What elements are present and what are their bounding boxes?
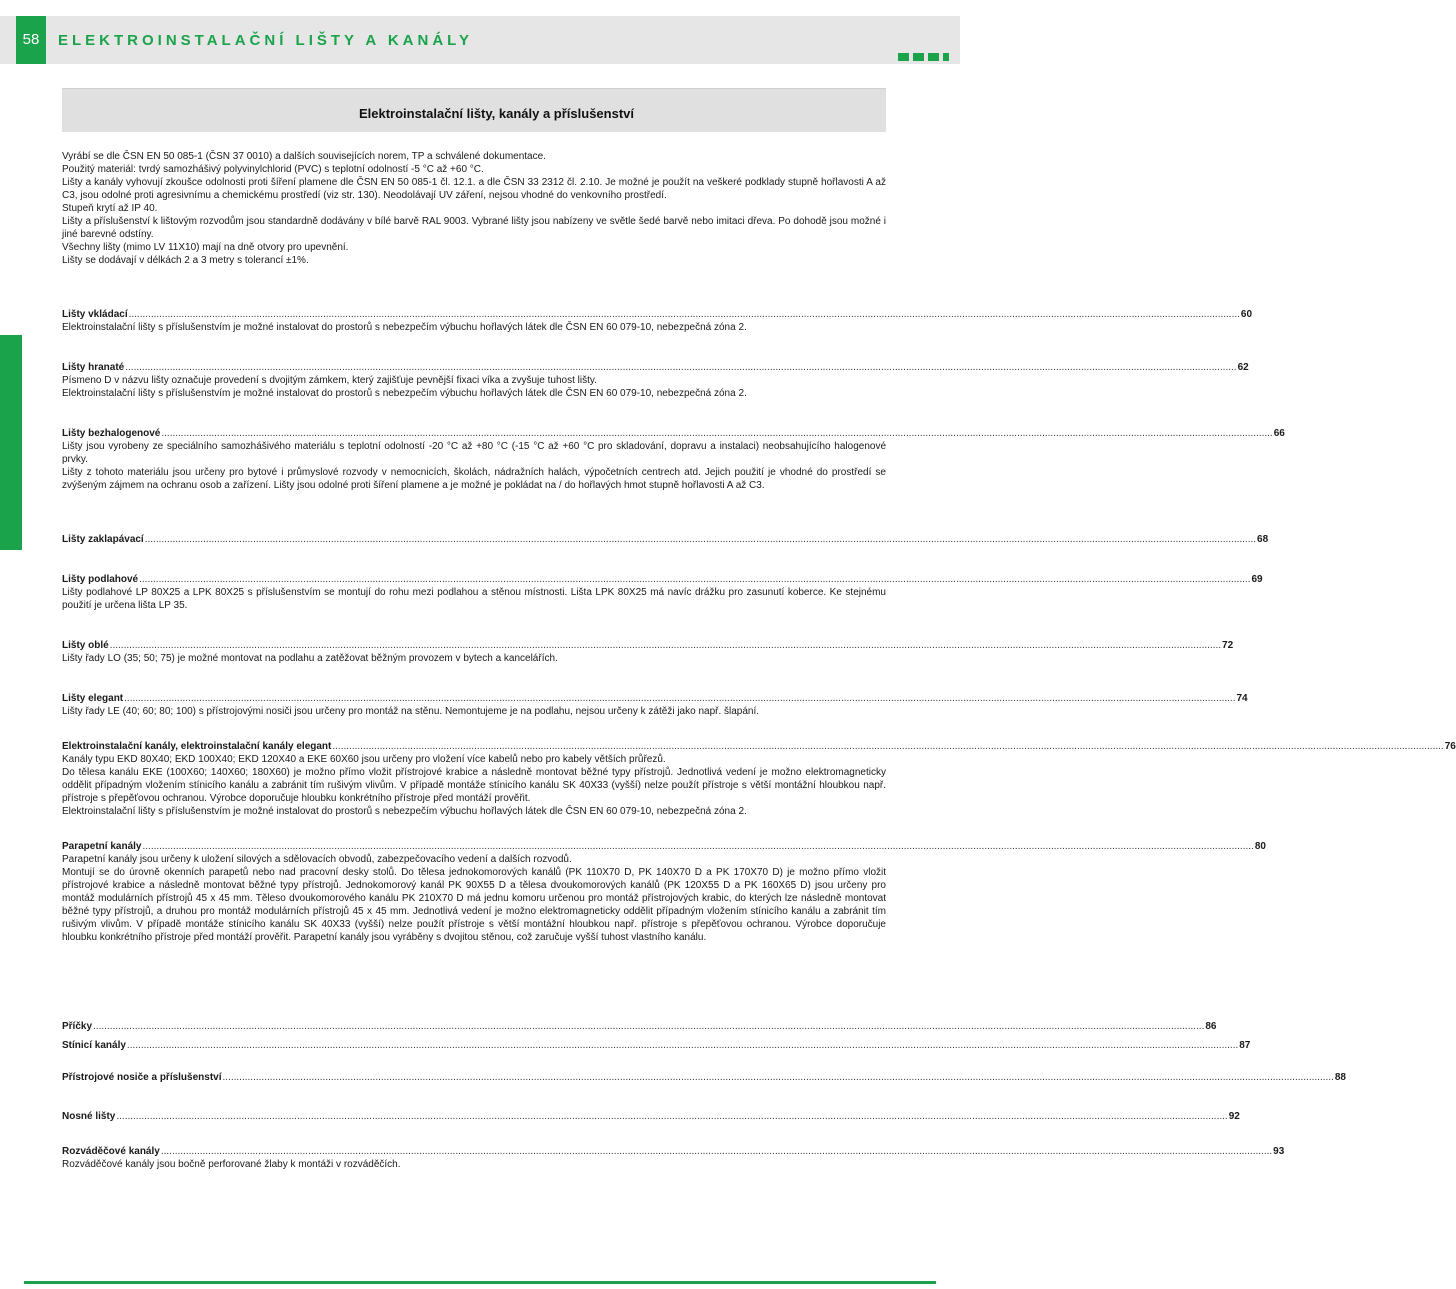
- catalog-entry: [62, 1071, 1346, 1084]
- entry-text: Parapetní kanály jsou určeny k uložení silových a sdělovacích obvodů, zabezpečovacího vedení a dalších rozvodů.: [62, 854, 572, 865]
- entry-heading[interactable]: [62, 692, 1248, 705]
- leader-dots: ................................................................................................................................................................................................................................................................................................................................................................................................................: [332, 741, 1444, 752]
- entry-text: Lišty řady LO (35; 50; 75) je možné montovat na podlahu a zatěžovat běžným provozem v bytech a kancelářích.: [62, 653, 558, 664]
- entry-heading[interactable]: [62, 1145, 1285, 1158]
- entry-text: Písmeno D v názvu lišty označuje provedení s dvojitým zámkem, který zajišťuje pevnější fixaci víka a zvyšuje tuhost lišty.: [62, 375, 597, 386]
- entry-title: Lišty oblé: [62, 640, 109, 651]
- catalog-entry: [62, 639, 1234, 665]
- catalog-entry: [62, 740, 1456, 818]
- intro-line: Vyrábí se dle ČSN EN 50 085-1 (ČSN 37 0010) a dalších souvisejících norem, TP a schválené dokumentace.: [62, 151, 546, 162]
- section-banner: [62, 88, 886, 132]
- catalog-entry: [62, 573, 1263, 612]
- page-number: 58: [16, 16, 46, 64]
- entry-title: Lišty vkládací: [62, 309, 128, 320]
- intro-line: Všechny lišty (mimo LV 11X10) mají na dně otvory pro upevnění.: [62, 242, 349, 253]
- decor-square: [913, 53, 924, 61]
- decor-square: [943, 53, 949, 61]
- catalog-entry: [62, 427, 1285, 492]
- leader-dots: ................................................................................................................................................................................................................................................................................................................................................................................................................: [139, 574, 1251, 585]
- intro-line: Použitý materiál: tvrdý samozhášivý polyvinylchlorid (PVC) s teplotní odolností -5 °C až +60 °C.: [62, 164, 484, 175]
- entry-heading[interactable]: [62, 1039, 1251, 1052]
- entry-heading[interactable]: [62, 1110, 1240, 1123]
- entry-title: Parapetní kanály: [62, 841, 142, 852]
- decor-square: [928, 53, 939, 61]
- entry-heading[interactable]: [62, 533, 1269, 546]
- catalog-entry: [62, 1020, 1217, 1033]
- entry-title: Elektroinstalační kanály, elektroinstalační kanály elegant: [62, 741, 332, 752]
- entry-page: 92: [1228, 1111, 1240, 1122]
- leader-dots: ................................................................................................................................................................................................................................................................................................................................................................................................................: [126, 1040, 1239, 1051]
- entry-text: Elektroinstalační lišty s příslušenstvím je možné instalovat do prostorů s nebezpečím výbuchu hořlavých látek dle ČSN EN 60 079-10, nebezpečná zóna 2.: [62, 388, 747, 399]
- entry-text: Kanály typu EKD 80X40; EKD 100X40; EKD 120X40 a EKE 60X60 jsou určeny pro vložení více kabelů nebo pro kabely větších průřezů.: [62, 754, 666, 765]
- intro-line: Lišty a kanály vyhovují zkoušce odolnosti proti šíření plamene dle ČSN EN 50 085-1 čl. 12.1. a dle ČSN 33 2312 čl. 2.10. Je možné je použít na veškeré podklady stupně hořlavosti A až C3, jsou odolné proti agresivnímu a chemickému prostředí (viz str. 130). Neodolávají UV záření, nejsou vhodné do venkovního prostředí.: [62, 177, 886, 201]
- entry-page: 76: [1444, 741, 1456, 752]
- leader-dots: ................................................................................................................................................................................................................................................................................................................................................................................................................: [109, 640, 1222, 651]
- catalog-entry: [62, 533, 1269, 546]
- entry-heading[interactable]: [62, 1071, 1346, 1084]
- running-title: ELEKTROINSTALAČNÍ LIŠTY A KANÁLY: [58, 32, 473, 49]
- entry-page: 72: [1222, 640, 1234, 651]
- leader-dots: ................................................................................................................................................................................................................................................................................................................................................................................................................: [161, 428, 1273, 439]
- entry-title: Stínicí kanály: [62, 1040, 126, 1051]
- leader-dots: ................................................................................................................................................................................................................................................................................................................................................................................................................: [124, 693, 1236, 704]
- catalog-entry: [62, 361, 1249, 400]
- entry-title: Nosné lišty: [62, 1111, 116, 1122]
- entry-heading[interactable]: [62, 740, 1456, 753]
- entry-text: Do tělesa kanálu EKE (100X60; 140X60; 180X60) je možno přímo vložit přístrojové krabice a následně montovat běžné typy přístrojů. Jednotlivá vedení je možno elektromagneticky oddělit případným vložením stínicího kanálu a zabránit tím rušivým vlivům. V případě montáže stínicího kanálu SK 40X33 (vyšší) nelze použít přístroje s větší montážní hloubkou např. přístroje s přepěťovou ochranou. Výrobce doporučuje hloubku konkrétního přístroje před montáží prověřit.: [62, 767, 886, 804]
- catalog-entry: [62, 308, 1253, 334]
- side-marker: [0, 335, 22, 550]
- entry-title: Lišty zaklapávací: [62, 534, 144, 545]
- leader-dots: ................................................................................................................................................................................................................................................................................................................................................................................................................: [160, 1146, 1273, 1157]
- leader-dots: ................................................................................................................................................................................................................................................................................................................................................................................................................: [144, 534, 1257, 545]
- entry-title: Lišty elegant: [62, 693, 124, 704]
- intro-line: Stupeň krytí až IP 40.: [62, 203, 158, 214]
- entry-page: 80: [1254, 841, 1266, 852]
- entry-page: 66: [1273, 428, 1285, 439]
- catalog-entry: [62, 840, 1266, 944]
- entry-heading[interactable]: [62, 573, 1263, 586]
- entry-title: Lišty podlahové: [62, 574, 139, 585]
- entry-title: Příčky: [62, 1021, 93, 1032]
- leader-dots: ................................................................................................................................................................................................................................................................................................................................................................................................................: [142, 841, 1254, 852]
- entry-title: Přístrojové nosiče a příslušenství: [62, 1072, 222, 1083]
- leader-dots: ................................................................................................................................................................................................................................................................................................................................................................................................................: [116, 1111, 1228, 1122]
- entry-page: 62: [1237, 362, 1249, 373]
- entry-heading[interactable]: [62, 361, 1249, 374]
- entry-heading[interactable]: [62, 840, 1266, 853]
- entry-heading[interactable]: [62, 308, 1253, 321]
- entry-heading[interactable]: [62, 427, 1285, 440]
- intro-line: Lišty a příslušenství k lištovým rozvodům jsou standardně dodávány v bílé barvě RAL 9003. Vybrané lišty jsou nabízeny ve světle šedé barvě nebo imitaci dřeva. Po dohodě jsou možné i jiné barevné odstíny.: [62, 216, 886, 240]
- entry-text: Lišty jsou vyrobeny ze speciálního samozhášivého materiálu s teplotní odolností -20 °C až +80 °C (-15 °C až +60 °C pro skladování, dopravu a instalaci) neobsahujícího halogenové prvky.: [62, 441, 886, 465]
- intro-line: Lišty se dodávají v délkách 2 a 3 metry s tolerancí ±1%.: [62, 255, 309, 266]
- entry-title: Lišty hranaté: [62, 362, 125, 373]
- intro-text: [62, 150, 886, 267]
- leader-dots: ................................................................................................................................................................................................................................................................................................................................................................................................................: [125, 362, 1237, 373]
- decor-square: [898, 53, 909, 61]
- entry-page: 69: [1251, 574, 1263, 585]
- entry-text: Elektroinstalační lišty s příslušenstvím je možné instalovat do prostorů s nebezpečím výbuchu hořlavých látek dle ČSN EN 60 079-10, nebezpečná zóna 2.: [62, 806, 747, 817]
- entry-heading[interactable]: [62, 639, 1234, 652]
- entry-heading[interactable]: [62, 1020, 1217, 1033]
- catalog-entry: [62, 1039, 1251, 1052]
- leader-dots: ................................................................................................................................................................................................................................................................................................................................................................................................................: [222, 1072, 1334, 1083]
- entry-page: 68: [1257, 534, 1269, 545]
- entry-page: 74: [1236, 693, 1248, 704]
- entry-page: 60: [1240, 309, 1253, 320]
- leader-dots: ................................................................................................................................................................................................................................................................................................................................................................................................................: [93, 1021, 1205, 1032]
- entry-page: 88: [1334, 1072, 1346, 1083]
- entry-title: Lišty bezhalogenové: [62, 428, 161, 439]
- catalog-entry: [62, 692, 1248, 718]
- leader-dots: ................................................................................................................................................................................................................................................................................................................................................................................................................: [128, 309, 1240, 320]
- entry-text: Elektroinstalační lišty s příslušenstvím je možné instalovat do prostorů s nebezpečím výbuchu hořlavých látek dle ČSN EN 60 079-10, nebezpečná zóna 2.: [62, 322, 747, 333]
- catalog-entry: [62, 1145, 1285, 1171]
- entry-text: Rozváděčové kanály jsou bočně perforované žlaby k montáži v rozváděčích.: [62, 1159, 401, 1170]
- entry-page: 86: [1205, 1021, 1217, 1032]
- entry-title: Rozváděčové kanály: [62, 1146, 160, 1157]
- entry-page: 87: [1239, 1040, 1251, 1051]
- entry-text: Montují se do úrovně okenních parapetů nebo nad pracovní desky stolů. Do tělesa jednokomorových kanálů (PK 110X70 D, PK 140X70 D a PK 170X70 D) je možno přímo vložit přístrojové krabice a následně montovat běžné typy přístrojů. Jednokomorový kanál PK 90X55 D a tělesa dvoukomorových kanálů (PK 120X55 D a PK 160X65 D) jsou určeny pro montáž modulárních přístrojů 45 x 45 mm. Těleso dvoukomorového kanálu PK 210X70 D má jednu komoru určenou pro montáž přístrojových krabic, do kterých lze následně montovat běžné typy přístrojů, a druhou pro montáž modulárních přístrojů 45 x 45 mm. Jednotlivá vedení je možno elektromagneticky oddělit případným vložením stínicího kanálu a zabránit tím rušivým vlivům. V případě montáže stínicího kanálu SK 40X33 (vyšší) nelze použít přístroje s větší montážní hloubkou např. přístroje s přepěťovou ochranou. Výrobce doporučuje hloubku konkrétního přístroje před montáží prověřit. Parapetní kanály jsou vyráběny s dvojitou stěnou, což zaručuje vyšší tuhost vlastního kanálu.: [62, 867, 886, 943]
- catalog-entry: [62, 1110, 1240, 1123]
- entry-page: 93: [1273, 1146, 1285, 1157]
- entry-text: Lišty podlahové LP 80X25 a LPK 80X25 s příslušenstvím se montují do rohu mezi podlahou a stěnou místnosti. Lišta LPK 80X25 má navíc drážku pro zasunutí koberce. Ke stejnému použití je určena lišta LP 35.: [62, 587, 886, 611]
- footer-rule: [24, 1281, 936, 1284]
- entry-text: Lišty řady LE (40; 60; 80; 100) s přístrojovými nosiči jsou určeny pro montáž na stěnu. Nemontujeme je na podlahu, nejsou určeny k zátěži jako např. šlapání.: [62, 706, 760, 717]
- section-title: Elektroinstalační lišty, kanály a příslušenství: [358, 106, 634, 121]
- entry-text: Lišty z tohoto materiálu jsou určeny pro bytové i průmyslové rozvody v nemocnicích, školách, nádražních halách, výpočetních centrech atd. Jejich použití je vhodné do prostředí se zvýšeným zájmem na ochranu osob a zařízení. Lišty jsou odolné proti šíření plamene a je možné je pokládat na / do hořlavých hmot stupně hořlavosti A až C3.: [62, 467, 886, 491]
